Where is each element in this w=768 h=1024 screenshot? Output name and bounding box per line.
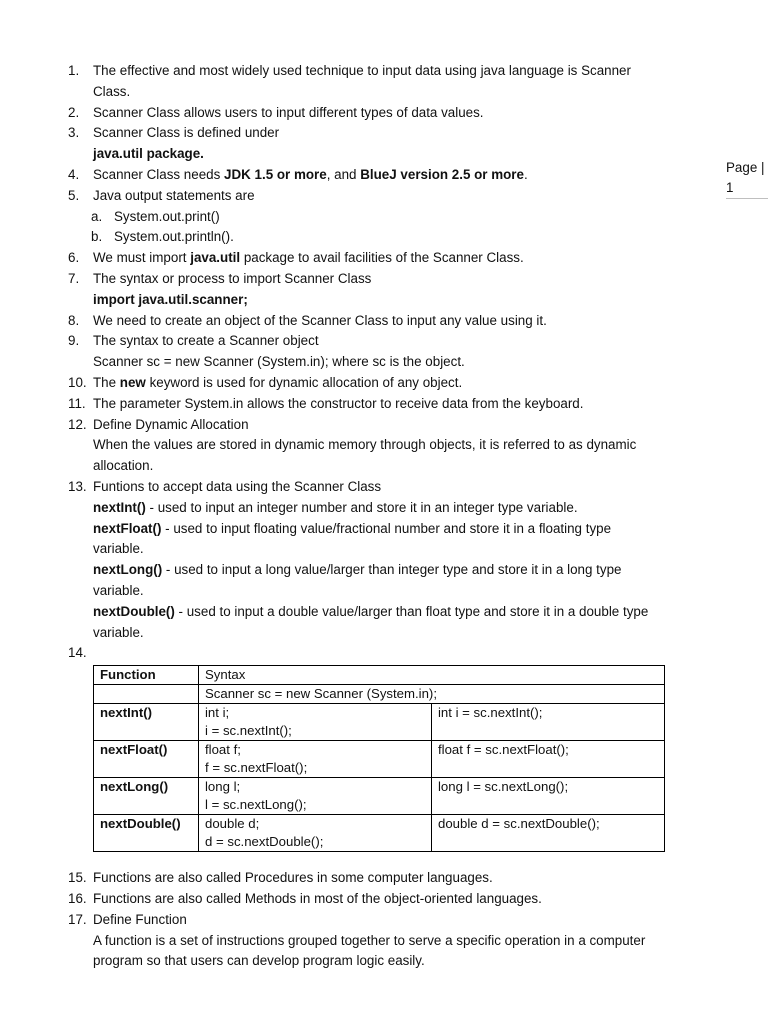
item-text-bold: java.util package.	[93, 146, 204, 162]
function-description: - used to input floating value/fractional number and store it in a floating type	[161, 520, 612, 536]
item-text: The effective and most widely used technique to input data using java language is Scanner	[93, 63, 631, 78]
function-cell: nextFloat()	[94, 741, 199, 778]
item-text: variable.	[93, 541, 144, 557]
sub-list-item	[68, 207, 718, 228]
item-text: The parameter System.in allows the constructor to receive data from the keyboard.	[93, 395, 584, 411]
list-item	[68, 123, 718, 165]
item-text: Functions are also called Methods in most of the object-oriented languages.	[93, 890, 542, 906]
item-number: 16.	[68, 890, 87, 906]
item-number: 8.	[68, 312, 80, 328]
syntax-line: long l;	[205, 779, 241, 795]
item-text: variable.	[93, 582, 144, 598]
sub-item-text: System.out.print()	[114, 208, 220, 224]
item-text: program so that users can develop program logic easily.	[93, 953, 425, 969]
function-description: - used to input a double value/larger than float type and store it in a double type	[174, 603, 649, 619]
function-cell: nextLong()	[94, 778, 199, 815]
syntax-line: int i;	[205, 705, 230, 721]
scanner-declaration: Scanner sc = new Scanner (System.in);	[199, 685, 665, 704]
text-run: .	[523, 166, 528, 182]
syntax-cell	[199, 704, 432, 741]
list-item	[68, 103, 718, 124]
table-row	[94, 778, 665, 815]
function-description: - used to input an integer number and store it in an integer type variable.	[145, 499, 578, 515]
page-number-label: Page |	[726, 160, 765, 175]
list-item	[68, 868, 718, 889]
item-text: Functions are also called Procedures in some computer languages.	[93, 870, 493, 886]
text-run: , and	[326, 166, 361, 182]
syntax-line: f = sc.nextFloat();	[205, 760, 308, 776]
item-text: Scanner sc = new Scanner (System.in); where sc is the object.	[93, 354, 465, 370]
item-number: 14.	[68, 645, 87, 661]
table-cell-empty	[94, 685, 199, 704]
item-text: A function is a set of instructions grouped together to serve a specific operation in a computer	[93, 932, 646, 948]
item-number: 1.	[68, 63, 80, 78]
text-run: We must import	[93, 250, 191, 266]
item-text: Class.	[93, 83, 131, 99]
list-item	[68, 889, 718, 910]
header-syntax: Syntax	[199, 666, 665, 685]
item-number: 4.	[68, 166, 80, 182]
item-text: Java output statements are	[93, 187, 255, 203]
item-text: Funtions to accept data using the Scanner Class	[93, 478, 382, 494]
item-text	[93, 602, 718, 623]
list-item	[68, 269, 718, 311]
numbered-list	[68, 61, 718, 972]
item-text: Define Function	[93, 911, 187, 927]
item-number: 9.	[68, 333, 80, 349]
function-cell: nextDouble()	[94, 815, 199, 852]
page-number	[726, 158, 768, 199]
item-text	[93, 165, 718, 186]
list-item	[68, 910, 718, 972]
item-text: Scanner Class allows users to input different types of data values.	[93, 104, 484, 120]
list-item	[68, 311, 718, 332]
list-item	[68, 248, 718, 269]
item-spacer	[93, 643, 718, 664]
item-number: 2.	[68, 104, 80, 120]
text-run-bold: JDK 1.5 or more	[224, 166, 327, 182]
list-item	[68, 186, 718, 207]
alt-syntax-cell: long l = sc.nextLong();	[432, 778, 665, 815]
item-number: 17.	[68, 911, 87, 927]
syntax-table	[93, 665, 665, 852]
item-number: 11.	[68, 395, 86, 411]
table-row	[94, 815, 665, 852]
alt-syntax-cell: int i = sc.nextInt();	[432, 704, 665, 741]
item-text	[93, 519, 718, 540]
item-number: 6.	[68, 250, 80, 266]
item-text: Define Dynamic Allocation	[93, 416, 249, 432]
alt-syntax-cell: double d = sc.nextDouble();	[432, 815, 665, 852]
function-name: nextInt()	[93, 499, 146, 515]
alt-syntax-cell: float f = sc.nextFloat();	[432, 741, 665, 778]
item-number: 15.	[68, 870, 87, 886]
item-number: 10.	[68, 374, 87, 390]
syntax-line: d = sc.nextDouble();	[205, 834, 324, 850]
sub-item-text: System.out.println().	[114, 229, 234, 245]
item-text: We need to create an object of the Scanner Class to input any value using it.	[93, 312, 547, 328]
list-item	[68, 165, 718, 186]
function-description: - used to input a long value/larger than integer type and store it in a long type	[162, 562, 622, 578]
page-number-value: 1	[726, 180, 734, 195]
item-text: The syntax to create a Scanner object	[93, 333, 319, 349]
text-run-bold: java.util	[190, 250, 241, 266]
item-number: 13.	[68, 478, 87, 494]
item-number: 12.	[68, 416, 87, 432]
item-text-bold: import java.util.scanner;	[93, 291, 248, 307]
text-run: The	[93, 374, 120, 390]
syntax-cell	[199, 741, 432, 778]
item-text	[93, 560, 718, 581]
function-name: nextFloat()	[93, 520, 162, 536]
sub-list-item	[68, 227, 718, 248]
item-text: variable.	[93, 624, 144, 640]
syntax-line: float f;	[205, 742, 241, 758]
list-item	[68, 643, 718, 664]
list-item	[68, 61, 718, 103]
syntax-line: double d;	[205, 816, 260, 832]
item-number: 3.	[68, 125, 80, 141]
item-text: The syntax or process to import Scanner Class	[93, 270, 372, 286]
item-text	[93, 498, 718, 519]
syntax-line: l = sc.nextLong();	[205, 797, 307, 813]
syntax-cell	[199, 815, 432, 852]
text-run-bold: new	[119, 374, 146, 390]
item-text	[93, 248, 718, 269]
item-number: 7.	[68, 270, 80, 286]
table-header-row	[94, 666, 665, 685]
item-number: 5.	[68, 187, 80, 203]
function-name: nextDouble()	[93, 603, 175, 619]
sub-item-letter: b.	[91, 229, 103, 245]
item-text: allocation.	[93, 458, 154, 474]
function-name: nextLong()	[93, 562, 163, 578]
syntax-line: i = sc.nextInt();	[205, 723, 292, 739]
function-cell: nextInt()	[94, 704, 199, 741]
text-run: Scanner Class needs	[93, 166, 225, 182]
table-row	[94, 685, 665, 704]
sub-item-letter: a.	[91, 208, 103, 224]
list-item	[68, 331, 718, 373]
list-item	[68, 394, 718, 415]
text-run: package to avail facilities of the Scanner Class.	[240, 250, 524, 266]
syntax-cell	[199, 778, 432, 815]
header-function: Function	[94, 666, 199, 685]
text-run: keyword is used for dynamic allocation of any object.	[145, 374, 463, 390]
item-text: Scanner Class is defined under	[93, 125, 280, 141]
list-item	[68, 373, 718, 394]
item-text	[93, 373, 718, 394]
table-row	[94, 741, 665, 778]
text-run-bold: BlueJ version 2.5 or more	[360, 166, 524, 182]
list-item	[68, 477, 718, 643]
table-row	[94, 704, 665, 741]
list-item	[68, 415, 718, 477]
item-text: When the values are stored in dynamic memory through objects, it is referred to as dynamic	[93, 437, 637, 453]
